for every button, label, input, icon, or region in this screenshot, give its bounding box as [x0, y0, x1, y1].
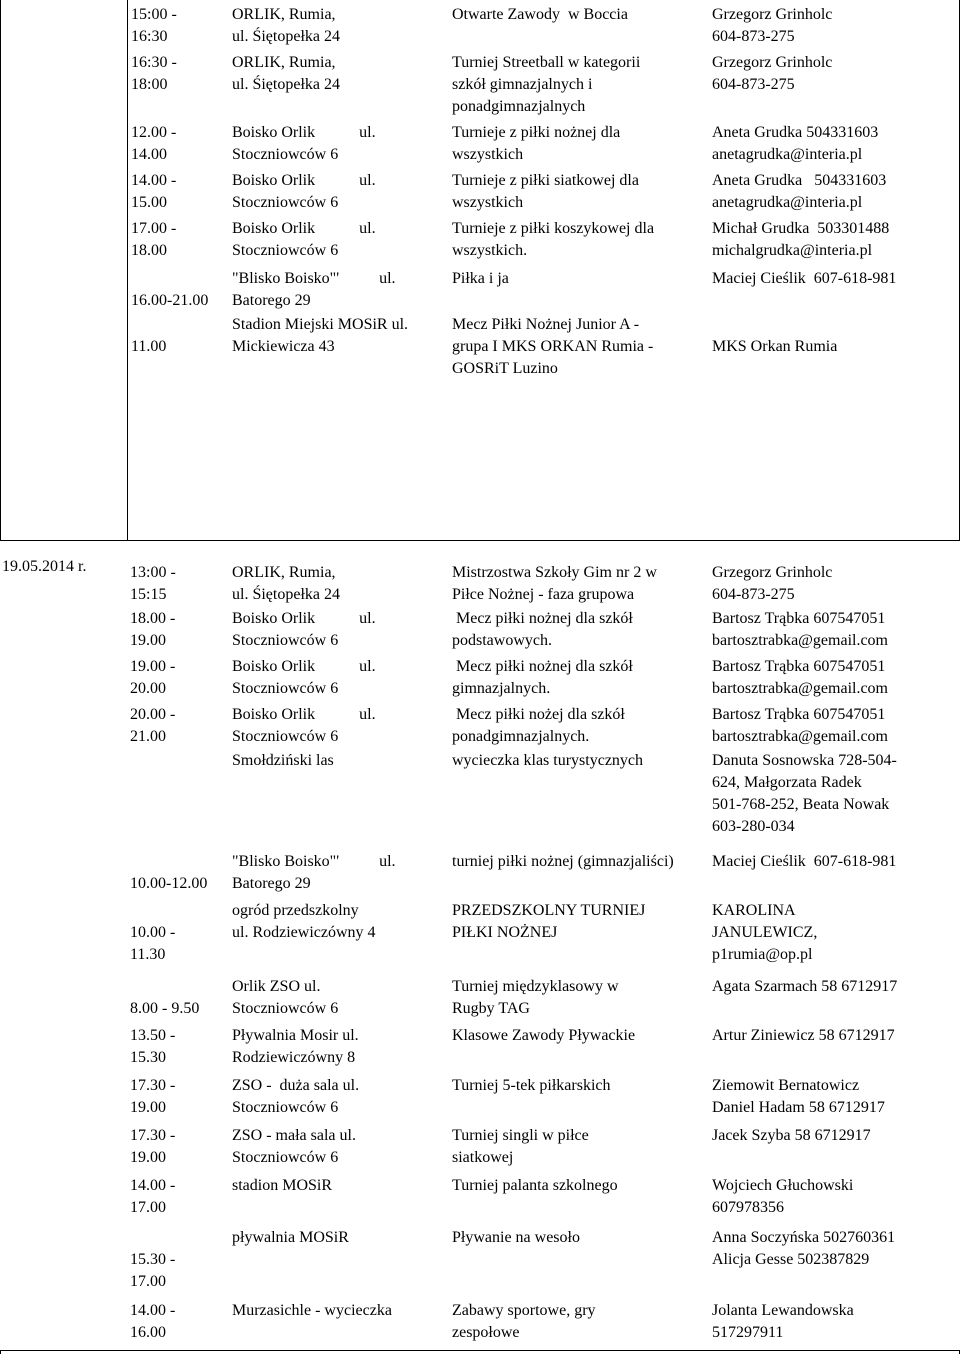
time-cell: 19.00	[130, 1099, 166, 1116]
time-cell: 10.00-12.00	[130, 875, 208, 892]
place-cell: Stoczniowców 6	[232, 1000, 339, 1017]
event-cell: Turniej międzyklasowy w	[452, 978, 619, 995]
place-cell: Batorego 29	[232, 292, 311, 309]
time-cell: 17.30 -	[130, 1077, 176, 1094]
place-cell: ul. Śiętopełka 24	[232, 586, 340, 603]
place-cell: Stoczniowców 6	[232, 680, 339, 697]
contact-cell: Maciej Cieślik 607-618-981	[712, 270, 897, 287]
event-cell: Mecz Piłki Nożnej Junior A -	[452, 316, 640, 333]
place-cell: pływalnia MOSiR	[232, 1229, 349, 1246]
place-cell: ORLIK, Rumia,	[232, 54, 336, 71]
event-cell: szkół gimnazjalnych i	[452, 76, 593, 93]
time-cell: 12.00 -	[131, 124, 177, 141]
time-cell: 20.00 -	[130, 706, 176, 723]
time-cell: 21.00	[130, 728, 166, 745]
time-cell: 15.30 -	[130, 1251, 176, 1268]
event-cell: Turniej 5-tek piłkarskich	[452, 1077, 611, 1094]
event-cell: siatkowej	[452, 1149, 514, 1166]
event-cell: Piłka i ja	[452, 270, 509, 287]
time-cell: 19.00	[130, 1149, 166, 1166]
place-cell: "Blisko Boisko"' ul.	[232, 270, 396, 287]
contact-cell: Aneta Grudka 504331603	[712, 124, 879, 141]
time-cell: 13.50 -	[130, 1027, 176, 1044]
time-cell: 20.00	[130, 680, 166, 697]
event-cell: wycieczka klas turystycznych	[452, 752, 644, 769]
place-cell: Boisko Orlik ul.	[232, 220, 376, 237]
event-cell: Turniej palanta szkolnego	[452, 1177, 618, 1194]
contact-cell: p1rumia@op.pl	[712, 946, 813, 963]
contact-cell: Jacek Szyba 58 6712917	[712, 1127, 871, 1144]
event-cell: turniej piłki nożnej (gimnazjaliści)	[452, 853, 674, 870]
event-cell: Otwarte Zawody w Boccia	[452, 6, 628, 23]
place-cell: Stoczniowców 6	[232, 242, 339, 259]
time-cell: 18.00 -	[130, 610, 176, 627]
column-divider	[127, 0, 128, 540]
event-cell: ponadgimnazjalnych.	[452, 728, 590, 745]
place-cell: Boisko Orlik ul.	[232, 124, 376, 141]
event-cell: wszystkich.	[452, 242, 528, 259]
section-divider	[0, 540, 960, 541]
time-cell: 19.00 -	[130, 658, 176, 675]
contact-cell: 604-873-275	[712, 586, 795, 603]
contact-cell: 624, Małgorzata Radek	[712, 774, 862, 791]
contact-cell: Bartosz Trąbka 607547051	[712, 610, 886, 627]
contact-cell: Grzegorz Grinholc	[712, 564, 833, 581]
event-cell: Mecz piłki nożnej dla szkół	[452, 658, 633, 675]
place-cell: "Blisko Boisko"' ul.	[232, 853, 396, 870]
time-cell: 17.00	[130, 1273, 166, 1290]
time-cell: 16.00-21.00	[131, 292, 209, 309]
place-cell: Stoczniowców 6	[232, 1149, 339, 1166]
event-cell: Turnieje z piłki siatkowej dla	[452, 172, 639, 189]
place-cell: Stoczniowców 6	[232, 194, 339, 211]
event-cell: Mecz piłki nożej dla szkół	[452, 706, 625, 723]
time-cell: 15:15	[130, 586, 167, 603]
contact-cell: 517297911	[712, 1324, 784, 1341]
time-cell: 17.00	[130, 1199, 166, 1216]
event-cell: Turniej Streetball w kategorii	[452, 54, 641, 71]
contact-cell: Aneta Grudka 504331603	[712, 172, 887, 189]
contact-cell: Danuta Sosnowska 728-504-	[712, 752, 897, 769]
contact-cell: MKS Orkan Rumia	[712, 338, 838, 355]
place-cell: Murzasichle - wycieczka	[232, 1302, 392, 1319]
contact-cell: Wojciech Głuchowski	[712, 1177, 854, 1194]
time-cell: 17.00 -	[131, 220, 177, 237]
time-cell: 13:00 -	[130, 564, 176, 581]
place-cell: ORLIK, Rumia,	[232, 6, 336, 23]
place-cell: Pływalnia Mosir ul.	[232, 1027, 359, 1044]
place-cell: Smołdziński las	[232, 752, 334, 769]
time-cell: 18.00	[131, 242, 167, 259]
place-cell: Stoczniowców 6	[232, 1099, 339, 1116]
contact-cell: anetagrudka@interia.pl	[712, 194, 863, 211]
contact-cell: 604-873-275	[712, 28, 795, 45]
place-cell: Stadion Miejski MOSiR ul.	[232, 316, 409, 333]
table-border-left	[0, 0, 1, 540]
contact-cell: Anna Soczyńska 502760361	[712, 1229, 896, 1246]
time-cell: 11.30	[130, 946, 166, 963]
place-cell: Boisko Orlik ul.	[232, 658, 376, 675]
contact-cell: Jolanta Lewandowska	[712, 1302, 854, 1319]
time-cell: 15.30	[130, 1049, 166, 1066]
time-cell: 11.00	[131, 338, 167, 355]
place-cell: ul. Rodziewiczówny 4	[232, 924, 376, 941]
time-cell: 16:30	[131, 28, 168, 45]
place-cell: Stoczniowców 6	[232, 728, 339, 745]
place-cell: stadion MOSiR	[232, 1177, 333, 1194]
contact-cell: Bartosz Trąbka 607547051	[712, 706, 886, 723]
contact-cell: Ziemowit Bernatowicz	[712, 1077, 860, 1094]
event-cell: ponadgimnazjalnych	[452, 98, 586, 115]
time-cell: 16:30 -	[131, 54, 177, 71]
time-cell: 14.00 -	[131, 172, 177, 189]
date-cell: 19.05.2014 r.	[2, 558, 87, 575]
event-cell: GOSRiT Luzino	[452, 360, 558, 377]
place-cell: Boisko Orlik ul.	[232, 706, 376, 723]
event-cell: Klasowe Zawody Pływackie	[452, 1027, 636, 1044]
time-cell: 19.00	[130, 632, 166, 649]
contact-cell: KAROLINA	[712, 902, 796, 919]
event-cell: Mistrzostwa Szkoły Gim nr 2 w	[452, 564, 657, 581]
event-cell: wszystkich	[452, 146, 524, 163]
place-cell: Rodziewiczówny 8	[232, 1049, 356, 1066]
event-cell: wszystkich	[452, 194, 524, 211]
event-cell: grupa I MKS ORKAN Rumia -	[452, 338, 654, 355]
contact-cell: Bartosz Trąbka 607547051	[712, 658, 886, 675]
event-cell: podstawowych.	[452, 632, 552, 649]
time-cell: 16.00	[130, 1324, 166, 1341]
contact-cell: 607978356	[712, 1199, 784, 1216]
time-cell: 14.00 -	[130, 1302, 176, 1319]
event-cell: Zabawy sportowe, gry	[452, 1302, 596, 1319]
place-cell: Stoczniowców 6	[232, 632, 339, 649]
contact-cell: bartosztrabka@gemail.com	[712, 632, 888, 649]
contact-cell: michalgrudka@interia.pl	[712, 242, 873, 259]
contact-cell: Daniel Hadam 58 6712917	[712, 1099, 885, 1116]
contact-cell: Grzegorz Grinholc	[712, 54, 833, 71]
contact-cell: Maciej Cieślik 607-618-981	[712, 853, 897, 870]
contact-cell: Grzegorz Grinholc	[712, 6, 833, 23]
contact-cell: Alicja Gesse 502387829	[712, 1251, 870, 1268]
contact-cell: 604-873-275	[712, 76, 795, 93]
event-cell: Piłce Nożnej - faza grupowa	[452, 586, 635, 603]
place-cell: Boisko Orlik ul.	[232, 610, 376, 627]
contact-cell: Michał Grudka 503301488	[712, 220, 890, 237]
event-cell: Pływanie na wesoło	[452, 1229, 580, 1246]
place-cell: ul. Śiętopełka 24	[232, 76, 340, 93]
time-cell: 14.00 -	[130, 1177, 176, 1194]
place-cell: ZSO - mała sala ul.	[232, 1127, 356, 1144]
place-cell: ogród przedszkolny	[232, 902, 359, 919]
event-cell: PIŁKI NOŻNEJ	[452, 924, 558, 941]
contact-cell: bartosztrabka@gemail.com	[712, 728, 888, 745]
contact-cell: Artur Ziniewicz 58 6712917	[712, 1027, 895, 1044]
place-cell: ORLIK, Rumia,	[232, 564, 336, 581]
time-cell: 14.00	[131, 146, 167, 163]
time-cell: 17.30 -	[130, 1127, 176, 1144]
contact-cell: JANULEWICZ,	[712, 924, 818, 941]
contact-cell: Agata Szarmach 58 6712917	[712, 978, 898, 995]
time-cell: 10.00 -	[130, 924, 176, 941]
contact-cell: 501-768-252, Beata Nowak	[712, 796, 890, 813]
contact-cell: anetagrudka@interia.pl	[712, 146, 863, 163]
event-cell: Turniej singli w piłce	[452, 1127, 589, 1144]
event-cell: Turnieje z piłki nożnej dla	[452, 124, 621, 141]
contact-cell: bartosztrabka@gemail.com	[712, 680, 888, 697]
event-cell: gimnazjalnych.	[452, 680, 551, 697]
event-cell: PRZEDSZKOLNY TURNIEJ	[452, 902, 646, 919]
place-cell: ul. Śiętopełka 24	[232, 28, 340, 45]
event-cell: zespołowe	[452, 1324, 520, 1341]
place-cell: Stoczniowców 6	[232, 146, 339, 163]
contact-cell: 603-280-034	[712, 818, 795, 835]
event-cell: Turnieje z piłki koszykowej dla	[452, 220, 655, 237]
time-cell: 18:00	[131, 76, 168, 93]
place-cell: Batorego 29	[232, 875, 311, 892]
time-cell: 15:00 -	[131, 6, 177, 23]
place-cell: ZSO - duża sala ul.	[232, 1077, 360, 1094]
place-cell: Orlik ZSO ul.	[232, 978, 321, 995]
table-border-bottom	[0, 1350, 960, 1351]
time-cell: 8.00 - 9.50	[130, 1000, 200, 1017]
place-cell: Mickiewicza 43	[232, 338, 335, 355]
event-cell: Rugby TAG	[452, 1000, 530, 1017]
event-cell: Mecz piłki nożnej dla szkół	[452, 610, 633, 627]
place-cell: Boisko Orlik ul.	[232, 172, 376, 189]
time-cell: 15.00	[131, 194, 167, 211]
